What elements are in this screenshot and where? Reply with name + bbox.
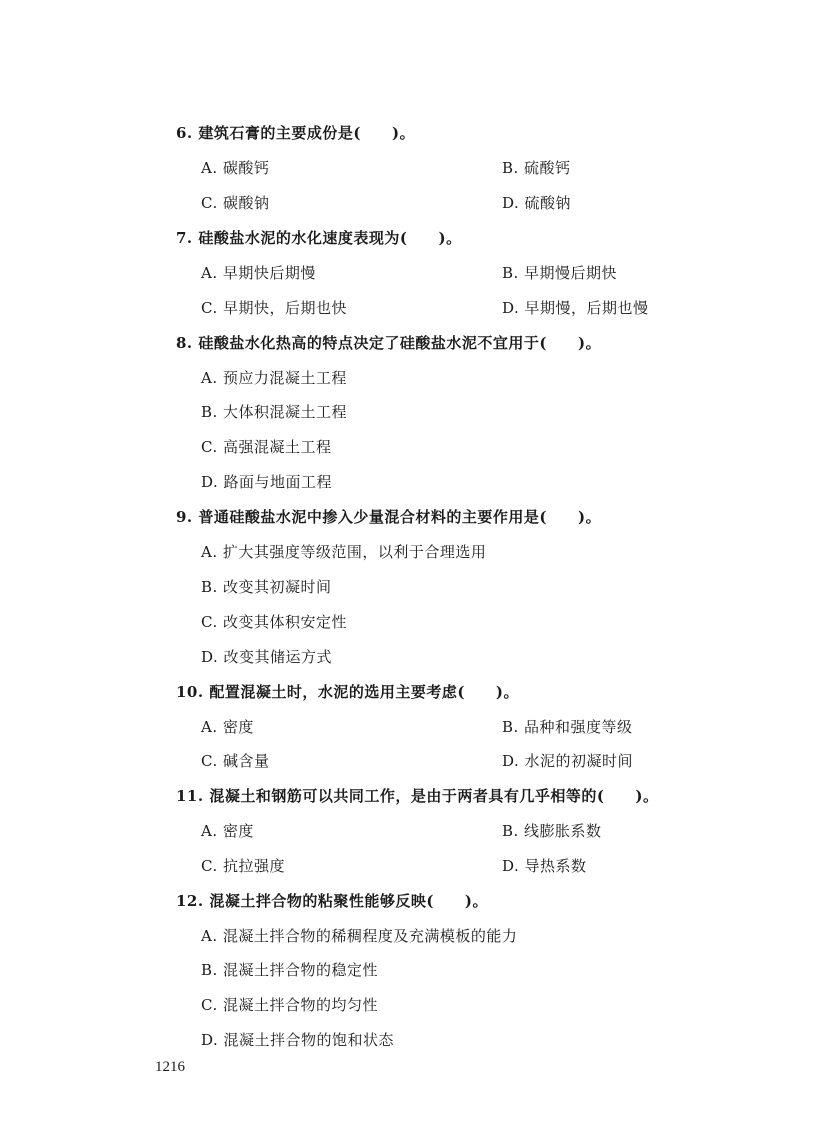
question-6-stem: 6. 建筑石膏的主要成份是( )。 [176, 124, 416, 142]
question-6-option-a: A. 碳酸钙 [201, 159, 270, 177]
question-12-option-a: A. 混凝土拌合物的稀稠程度及充满模板的能力 [201, 927, 518, 945]
question-11-option-a: A. 密度 [201, 822, 254, 840]
question-9-stem: 9. 普通硅酸盐水泥中掺入少量混合材料的主要作用是( )。 [176, 508, 602, 526]
question-11-option-b: B. 线膨胀系数 [502, 822, 602, 840]
question-6-option-d: D. 硫酸钠 [502, 194, 572, 212]
question-12-stem: 12. 混凝土拌合物的粘聚性能够反映( )。 [176, 892, 489, 910]
question-7-option-b: B. 早期慢后期快 [502, 264, 618, 282]
question-10-option-b: B. 品种和强度等级 [502, 718, 633, 736]
question-7-stem: 7. 硅酸盐水泥的水化速度表现为( )。 [176, 229, 462, 247]
question-10-stem: 10. 配置混凝土时，水泥的选用主要考虑( )。 [176, 683, 520, 701]
question-9-option-b: B. 改变其初凝时间 [201, 578, 332, 596]
question-6-option-b: B. 硫酸钙 [502, 159, 571, 177]
page-number: 1216 [155, 1059, 185, 1075]
question-11-stem: 11. 混凝土和钢筋可以共同工作，是由于两者具有几乎相等的( )。 [176, 787, 659, 805]
question-10-option-c: C. 碱含量 [201, 752, 270, 770]
question-10-option-a: A. 密度 [201, 718, 254, 736]
question-7-option-a: A. 早期快后期慢 [201, 264, 316, 282]
question-11-option-d: D. 导热系数 [502, 857, 587, 875]
question-12-option-b: B. 混凝土拌合物的稳定性 [201, 961, 379, 979]
question-7-option-c: C. 早期快，后期也快 [201, 299, 347, 317]
question-6-option-c: C. 碳酸钠 [201, 194, 270, 212]
question-8-option-b: B. 大体积混凝土工程 [201, 403, 348, 421]
question-7-option-d: D. 早期慢，后期也慢 [502, 299, 649, 317]
question-8-option-c: C. 高强混凝土工程 [201, 438, 332, 456]
question-9-option-d: D. 改变其储运方式 [201, 648, 333, 666]
question-9-option-c: C. 改变其体积安定性 [201, 613, 347, 631]
question-9-option-a: A. 扩大其强度等级范围，以利于合理选用 [201, 543, 487, 561]
question-12-option-d: D. 混凝土拌合物的饱和状态 [201, 1031, 395, 1049]
question-10-option-d: D. 水泥的初凝时间 [502, 752, 634, 770]
question-8-option-a: A. 预应力混凝土工程 [201, 369, 347, 387]
question-8-stem: 8. 硅酸盐水化热高的特点决定了硅酸盐水泥不宜用于( )。 [176, 334, 602, 352]
question-11-option-c: C. 抗拉强度 [201, 857, 285, 875]
question-8-option-d: D. 路面与地面工程 [201, 473, 333, 491]
question-12-option-c: C. 混凝土拌合物的均匀性 [201, 996, 378, 1014]
